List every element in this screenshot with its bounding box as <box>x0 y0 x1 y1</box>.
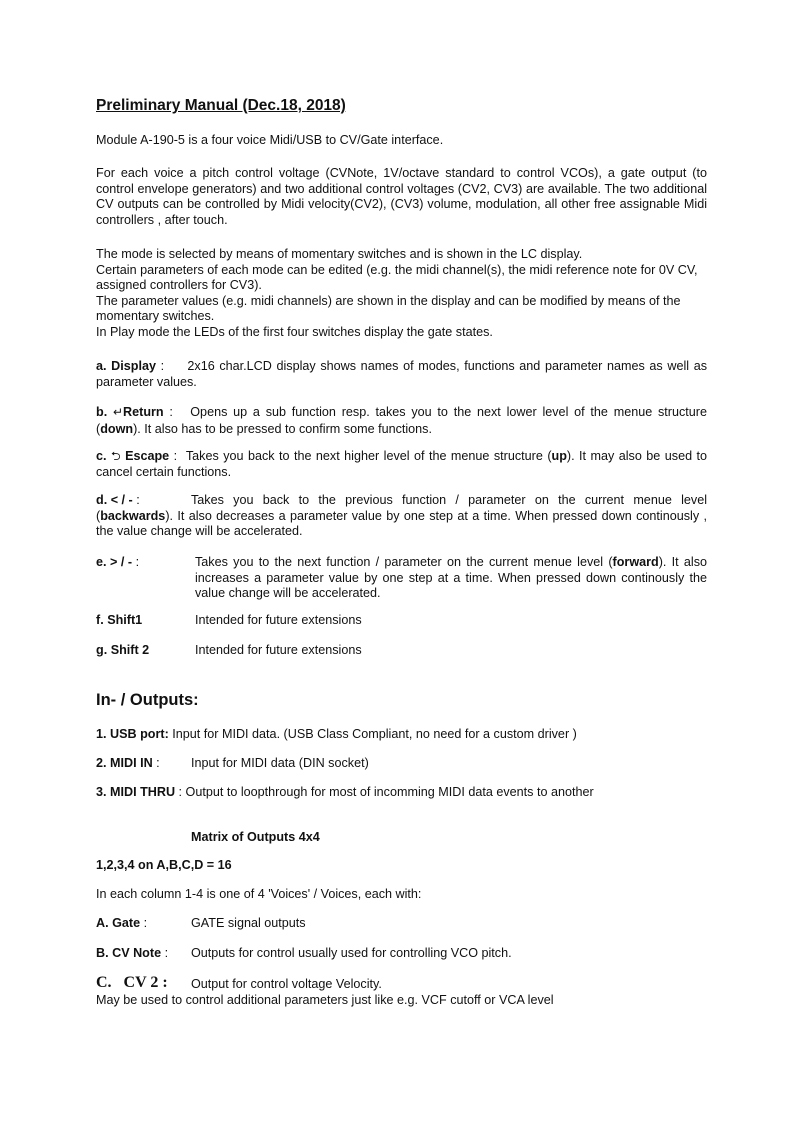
control-display <box>96 359 707 390</box>
control-next <box>96 555 707 603</box>
io-midi-in <box>96 756 707 772</box>
output-note: May be used to control additional parameters just like e.g. VCF cutoff or VCA level <box>96 993 554 1007</box>
page-title: Preliminary Manual (Dec.18, 2018) <box>96 97 346 114</box>
io-text: Input for MIDI data (DIN socket) <box>191 756 369 770</box>
io-text: Input for MIDI data. (USB Class Compliant, no need for a custom driver ) <box>168 727 577 741</box>
output-key: A. Gate <box>96 916 141 930</box>
io-text: : Output to loopthrough for most of incomming MIDI data events to another <box>175 785 594 799</box>
intro-paragraph: Module A-190-5 is a four voice Midi/USB to CV/Gate interface. <box>96 133 444 147</box>
control-name: f. Shift1 <box>96 613 143 627</box>
control-emphasis: up <box>551 449 567 463</box>
control-name: Display <box>111 359 156 373</box>
output-text: Outputs for control usually used for controlling VCO pitch. <box>191 946 512 960</box>
control-sep: : <box>160 359 165 373</box>
output-cv2 <box>96 975 707 1009</box>
mode-line: In Play mode the LEDs of the first four switches display the gate states. <box>96 324 493 339</box>
output-text: GATE signal outputs <box>191 916 306 930</box>
control-name: Escape <box>125 449 170 463</box>
control-key: d. <box>96 493 108 507</box>
control-key: a. <box>96 359 107 373</box>
output-key: C. CV 2 : <box>96 974 168 991</box>
io-key: 1. USB port: <box>96 727 169 741</box>
output-sep: : <box>140 916 148 930</box>
mode-line: The mode is selected by means of momentary switches and is shown in the LC display. <box>96 247 583 261</box>
control-shift1 <box>96 613 707 629</box>
control-key: c. <box>96 449 107 463</box>
output-sep: : <box>161 946 169 960</box>
mode-paragraph <box>96 247 707 341</box>
control-text: Opens up a sub function resp. takes you to the next lower level of the menue structure ( <box>96 405 707 436</box>
control-emphasis: backwards <box>100 508 166 523</box>
control-text-end: ). It may also be used to cancel certain functions. <box>96 449 708 479</box>
control-emphasis: forward <box>612 555 659 569</box>
output-cv-note <box>96 946 707 962</box>
io-midi-thru <box>96 785 707 801</box>
control-text-end: ). It also decreases a parameter value by one step at a time. When pressed down continously , the value change will be accelerated. <box>96 508 707 539</box>
output-text: Output for control voltage Velocity. <box>191 977 382 991</box>
output-gate <box>96 916 707 932</box>
control-text: Takes you back to the next higher level of the menue structure ( <box>185 449 552 463</box>
control-sep: : <box>136 493 140 507</box>
control-text: Takes you back to the previous function / parameter on the current menue level ( <box>96 493 707 523</box>
io-key: 3. MIDI THRU <box>96 785 176 799</box>
escape-icon: ⮌ <box>110 449 121 463</box>
control-name: < / - <box>110 493 133 507</box>
columns-line: In each column 1-4 is one of 4 'Voices' / Voices, each with: <box>96 887 422 901</box>
io-key: 2. MIDI IN <box>96 756 153 770</box>
control-name: Return <box>123 405 164 419</box>
io-usb <box>96 727 707 743</box>
control-emphasis: down <box>100 422 134 436</box>
control-text: Intended for future extensions <box>195 613 362 627</box>
control-text-block <box>195 555 707 602</box>
control-return <box>96 404 707 438</box>
mode-line: Certain parameters of each mode can be edited (e.g. the midi channel(s), the midi reference note for 0V CV, assigned controllers for CV3). <box>96 262 698 293</box>
control-sep: : <box>135 555 140 569</box>
control-text: Intended for future extensions <box>195 643 362 657</box>
control-text-block <box>96 493 707 540</box>
matrix-heading: Matrix of Outputs 4x4 <box>191 830 320 844</box>
control-sep: : <box>169 405 173 419</box>
control-key: e. <box>96 555 107 569</box>
output-key: B. CV Note <box>96 946 162 960</box>
control-name: > / - <box>110 555 133 569</box>
matrix-line: 1,2,3,4 on A,B,C,D = 16 <box>96 858 232 872</box>
control-text-end: ). It also increases a parameter value by one step at a time. When pressed down continously the value change will be accelerated. <box>195 555 708 601</box>
control-previous <box>96 493 707 541</box>
mode-line: The parameter values (e.g. midi channels) are shown in the display and can be modified by means of the momentary switches. <box>96 293 681 324</box>
control-text-end: ). It also has to be pressed to confirm some functions. <box>133 422 432 436</box>
io-sep: : <box>152 756 160 770</box>
voices-paragraph: For each voice a pitch control voltage (CVNote, 1V/octave standard to control VCOs), a gate output (to control envelope generators) and two additional control voltages (CV2, CV3) are available. The two additional CV outputs can be controlled by Midi velocity(CV2), (CV3) volume, modulation, all other free assignable Midi controllers , after touch. <box>96 166 707 227</box>
control-text: 2x16 char.LCD display shows names of modes, functions and parameter names as well as parameter values. <box>96 359 708 389</box>
return-icon: ↵ <box>112 405 124 419</box>
control-sep: : <box>173 449 178 463</box>
io-heading: In- / Outputs: <box>96 691 199 709</box>
control-shift2 <box>96 643 707 659</box>
control-name: g. Shift 2 <box>96 643 150 657</box>
control-text: Takes you to the next function / parameter on the current menue level ( <box>195 555 613 569</box>
control-key: b. <box>96 405 108 419</box>
control-escape <box>96 449 707 480</box>
